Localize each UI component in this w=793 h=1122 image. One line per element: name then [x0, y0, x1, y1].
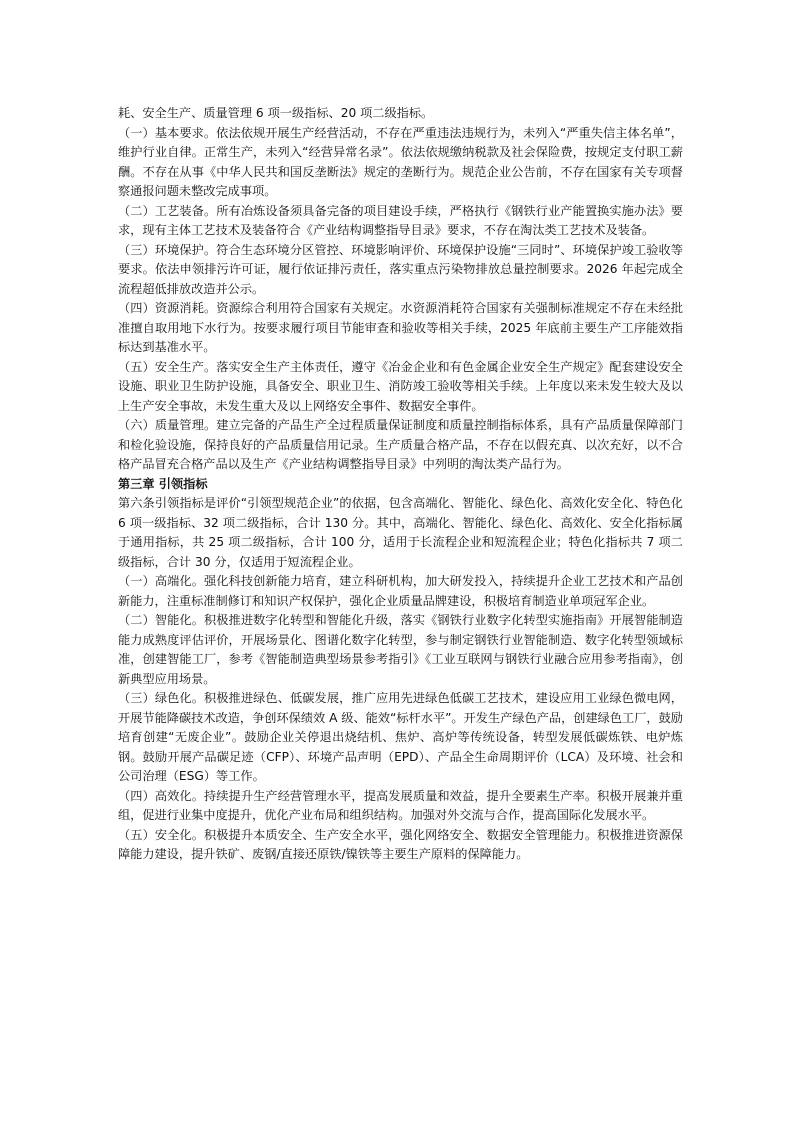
paragraph-basic-requirements: （一）基本要求。依法依规开展生产经营活动，不存在严重违法违规行为，未列入“严重失信主体名单”，维护行业自律。正常生产，未列入“经营异常名录”。依法依规缴纳税款及社会保险费，按规定支付职工薪酬。不存在从事《中华人民共和国反垄断法》规定的垄断行为。规范企业公告前，不存在国家有关专项督察通报问题未整改完成事项。: [118, 125, 683, 198]
paragraph-environmental-protection: （三）环境保护。符合生态环境分区管控、环境影响评价、环境保护设施“三同时”、环境保护竣工验收等要求。依法申领排污许可证，履行依证排污责任，落实重点污染物排放总量控制要求。2026 年起完成全流程超低排放改造并公示。: [118, 242, 683, 296]
document-body: [118, 104, 683, 865]
paragraph-high-end: （一）高端化。强化科技创新能力培育，建立科研机构，加大研发投入，持续提升企业工艺技术和产品创新能力，注重标准制修订和知识产权保护，强化企业质量品牌建设，积极培育制造业单项冠军企业。: [118, 574, 683, 608]
paragraph-resource-consumption: （四）资源消耗。资源综合利用符合国家有关规定。水资源消耗符合国家有关强制标准规定不存在未经批准擅自取用地下水行为。按要求履行项目节能审查和验收等相关手续，2025 年底前主要生产工序能效指标达到基准水平。: [118, 301, 683, 354]
paragraph-green: （三）绿色化。积极推进绿色、低碳发展，推广应用先进绿色低碳工艺技术，建设应用工业绿色微电网，开展节能降碳技术改造，争创环保绩效 A 级、能效“标杆水平”。开发生产绿色产品，创建绿色工厂，鼓励培育创建“无废企业”。鼓励企业关停退出烧结机、焦炉、高炉等传统设备，转型发展低碳炼铁、电炉炼钢。鼓励开展产品碳足迹（CFP）、环境产品声明（EPD）、产品全生命周期评价（LCA）及环境、社会和公司治理（ESG）等工作。: [118, 691, 683, 783]
paragraph-efficient: （四）高效化。持续提升生产经营管理水平，提高发展质量和效益，提升全要素生产率。积极开展兼并重组，促进行业集中度提升，优化产业布局和组织结构。加强对外交流与合作，提高国际化发展水平。: [118, 788, 683, 822]
paragraph-article-six: 第六条引领指标是评价“引领型规范企业”的依据，包含高端化、智能化、绿色化、高效化安全化、特色化 6 项一级指标、32 项二级指标，合计 130 分。其中，高端化、智能化、绿色化、高效化、安全化指标属于通用指标，共 25 项二级指标，合计 100 分，适用于长流程企业和短流程企业；特色化指标共 7 项二级指标，合计 30 分，仅适用于短流程企业。: [118, 496, 683, 569]
paragraph-intro-tail: 耗、安全生产、质量管理 6 项一级指标、20 项二级指标。: [118, 106, 434, 120]
chapter-heading: 第三章 引领指标: [118, 476, 208, 491]
paragraph-safety-production: （五）安全生产。落实安全生产主体责任，遵守《冶金企业和有色金属企业安全生产规定》配套建设安全设施、职业卫生防护设施，具备安全、职业卫生、消防竣工验收等相关手续。上年度以来未发生较大及以上生产安全事故，未发生重大及以上网络安全事件、数据安全事件。: [118, 359, 683, 413]
paragraph-process-equipment: （二）工艺装备。所有冶炼设备须具备完备的项目建设手续，严格执行《钢铁行业产能置换实施办法》要求，现有主体工艺技术及装备符合《产业结构调整指导目录》要求，不存在淘汰类工艺技术及装备。: [118, 203, 683, 237]
paragraph-safety: （五）安全化。积极提升本质安全、生产安全水平，强化网络安全、数据安全管理能力。积极推进资源保障能力建设，提升铁矿、废钢/直接还原铁/镍铁等主要生产原料的保障能力。: [118, 827, 683, 861]
paragraph-intelligent: （二）智能化。积极推进数字化转型和智能化升级，落实《钢铁行业数字化转型实施指南》开展智能制造能力成熟度评估评价，开展场景化、图谱化数字化转型，参与制定钢铁行业智能制造、数字化转型领域标准，创建智能工厂，参考《智能制造典型场景参考指引》《工业互联网与钢铁行业融合应用参考指南》，创新典型应用场景。: [118, 613, 683, 686]
paragraph-quality-management: （六）质量管理。建立完备的产品生产全过程质量保证制度和质量控制指标体系，具有产品质量保障部门和检化验设施，保持良好的产品质量信用记录。生产质量合格产品，不存在以假充真、以次充好，以不合格产品冒充合格产品以及生产《产业结构调整指导目录》中列明的淘汰类产品行为。: [118, 418, 683, 471]
